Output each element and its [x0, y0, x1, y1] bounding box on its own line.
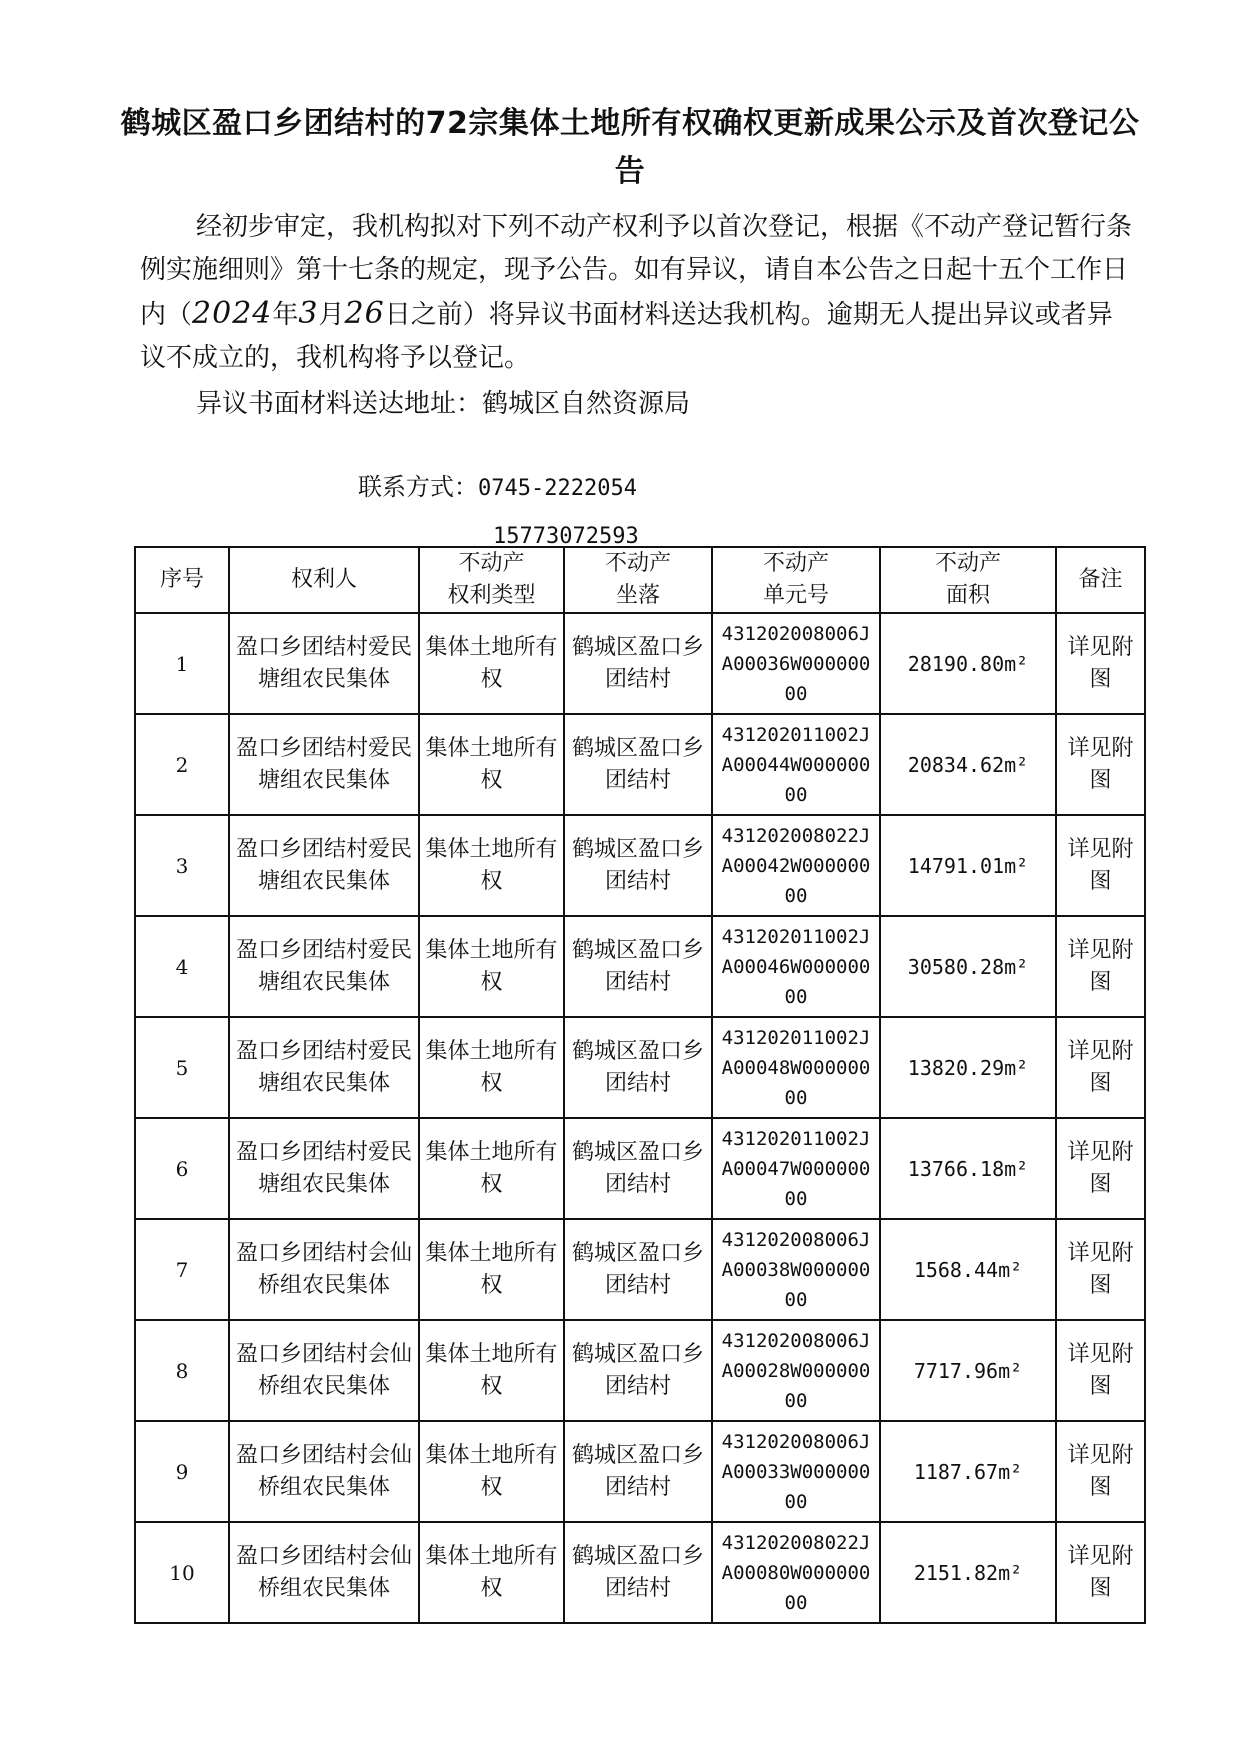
cell-location: 鹤城区盈口乡团结村	[564, 714, 712, 815]
cell-right-type: 集体土地所有权	[419, 1522, 564, 1623]
cell-holder: 盈口乡团结村会仙桥组农民集体	[229, 1219, 419, 1320]
cell-note: 详见附图	[1056, 613, 1145, 714]
handwritten-year: 2024	[192, 296, 273, 331]
cell-note: 详见附图	[1056, 1017, 1145, 1118]
cell-area: 7717.96m²	[880, 1320, 1056, 1421]
notice-text-part2: 日之前）将异议书面材料送达我机构。逾期无人提出异议或者异议不成立的，我机构将予以登记。	[140, 300, 1113, 373]
registration-table	[134, 546, 1146, 1624]
cell-location: 鹤城区盈口乡团结村	[564, 1219, 712, 1320]
cell-seq: 6	[135, 1118, 229, 1219]
cell-location: 鹤城区盈口乡团结村	[564, 1421, 712, 1522]
cell-holder: 盈口乡团结村爱民塘组农民集体	[229, 1118, 419, 1219]
cell-seq: 7	[135, 1219, 229, 1320]
cell-unit-number: 431202008006JA00038W00000000	[712, 1219, 880, 1320]
cell-holder: 盈口乡团结村会仙桥组农民集体	[229, 1320, 419, 1421]
year-unit: 年	[272, 300, 299, 330]
cell-area: 1568.44m²	[880, 1219, 1056, 1320]
cell-location: 鹤城区盈口乡团结村	[564, 1118, 712, 1219]
cell-holder: 盈口乡团结村爱民塘组农民集体	[229, 815, 419, 916]
cell-location: 鹤城区盈口乡团结村	[564, 1522, 712, 1623]
cell-location: 鹤城区盈口乡团结村	[564, 815, 712, 916]
contact-phone-1: 0745-2222054	[478, 476, 637, 501]
cell-note: 详见附图	[1056, 1522, 1145, 1623]
cell-location: 鹤城区盈口乡团结村	[564, 613, 712, 714]
table-row	[135, 714, 1145, 815]
cell-right-type: 集体土地所有权	[419, 815, 564, 916]
objection-address: 异议书面材料送达地址：鹤城区自然资源局	[196, 389, 691, 419]
cell-area: 13820.29m²	[880, 1017, 1056, 1118]
cell-location: 鹤城区盈口乡团结村	[564, 1320, 712, 1421]
table-row	[135, 613, 1145, 714]
cell-seq: 4	[135, 916, 229, 1017]
cell-area: 30580.28m²	[880, 916, 1056, 1017]
cell-holder: 盈口乡团结村爱民塘组农民集体	[229, 1017, 419, 1118]
cell-note: 详见附图	[1056, 714, 1145, 815]
cell-right-type: 集体土地所有权	[419, 714, 564, 815]
cell-unit-number: 431202008022JA00042W00000000	[712, 815, 880, 916]
cell-note: 详见附图	[1056, 1320, 1145, 1421]
table-row	[135, 1320, 1145, 1421]
document-title: 鹤城区盈口乡团结村的72宗集体土地所有权确权更新成果公示及首次登记公告	[120, 106, 1140, 189]
cell-right-type: 集体土地所有权	[419, 1421, 564, 1522]
cell-location: 鹤城区盈口乡团结村	[564, 1017, 712, 1118]
cell-area: 1187.67m²	[880, 1421, 1056, 1522]
header-note: 备注	[1056, 547, 1145, 613]
cell-right-type: 集体土地所有权	[419, 1320, 564, 1421]
table-row	[135, 1118, 1145, 1219]
cell-unit-number: 431202008022JA00080W00000000	[712, 1522, 880, 1623]
cell-area: 14791.01m²	[880, 815, 1056, 916]
header-location: 不动产 坐落	[564, 547, 712, 613]
table-row	[135, 1219, 1145, 1320]
cell-right-type: 集体土地所有权	[419, 1118, 564, 1219]
cell-right-type: 集体土地所有权	[419, 1017, 564, 1118]
cell-seq: 2	[135, 714, 229, 815]
cell-area: 13766.18m²	[880, 1118, 1056, 1219]
cell-area: 28190.80m²	[880, 613, 1056, 714]
cell-unit-number: 431202011002JA00048W00000000	[712, 1017, 880, 1118]
cell-unit-number: 431202008006JA00033W00000000	[712, 1421, 880, 1522]
cell-note: 详见附图	[1056, 1219, 1145, 1320]
header-area: 不动产 面积	[880, 547, 1056, 613]
table-row	[135, 815, 1145, 916]
cell-seq: 5	[135, 1017, 229, 1118]
handwritten-month: 3	[298, 296, 319, 331]
notice-text-part1: 经初步审定，我机构拟对下列不动产权利予以首次登记，根据《不动产登记暂行条例实施细则》第十七条的规定，现予公告。如有异议，请自本公告之日起十五个工作日内（	[140, 212, 1133, 330]
table-row	[135, 1522, 1145, 1623]
cell-holder: 盈口乡团结村爱民塘组农民集体	[229, 714, 419, 815]
contact-phone-2: 15773072593	[493, 524, 639, 549]
cell-area: 20834.62m²	[880, 714, 1056, 815]
cell-unit-number: 431202011002JA00044W00000000	[712, 714, 880, 815]
table-row	[135, 916, 1145, 1017]
cell-holder: 盈口乡团结村爱民塘组农民集体	[229, 916, 419, 1017]
cell-unit-number: 431202008006JA00036W00000000	[712, 613, 880, 714]
cell-note: 详见附图	[1056, 1421, 1145, 1522]
header-seq: 序号	[135, 547, 229, 613]
header-unit-number: 不动产 单元号	[712, 547, 880, 613]
cell-holder: 盈口乡团结村会仙桥组农民集体	[229, 1522, 419, 1623]
table-row	[135, 1017, 1145, 1118]
cell-seq: 9	[135, 1421, 229, 1522]
cell-seq: 3	[135, 815, 229, 916]
cell-unit-number: 431202011002JA00046W00000000	[712, 916, 880, 1017]
cell-seq: 10	[135, 1522, 229, 1623]
cell-holder: 盈口乡团结村会仙桥组农民集体	[229, 1421, 419, 1522]
handwritten-day: 26	[344, 296, 385, 331]
table-header-row	[135, 547, 1145, 613]
cell-note: 详见附图	[1056, 1118, 1145, 1219]
cell-note: 详见附图	[1056, 815, 1145, 916]
cell-unit-number: 431202011002JA00047W00000000	[712, 1118, 880, 1219]
cell-seq: 8	[135, 1320, 229, 1421]
notice-paragraph	[140, 206, 1136, 380]
cell-note: 详见附图	[1056, 916, 1145, 1017]
cell-holder: 盈口乡团结村爱民塘组农民集体	[229, 613, 419, 714]
cell-right-type: 集体土地所有权	[419, 1219, 564, 1320]
cell-seq: 1	[135, 613, 229, 714]
contact-label: 联系方式：	[358, 473, 478, 501]
cell-right-type: 集体土地所有权	[419, 613, 564, 714]
cell-area: 2151.82m²	[880, 1522, 1056, 1623]
header-holder: 权利人	[229, 547, 419, 613]
cell-location: 鹤城区盈口乡团结村	[564, 916, 712, 1017]
header-right-type: 不动产 权利类型	[419, 547, 564, 613]
cell-unit-number: 431202008006JA00028W00000000	[712, 1320, 880, 1421]
cell-right-type: 集体土地所有权	[419, 916, 564, 1017]
table-row	[135, 1421, 1145, 1522]
month-unit: 月	[318, 300, 345, 330]
